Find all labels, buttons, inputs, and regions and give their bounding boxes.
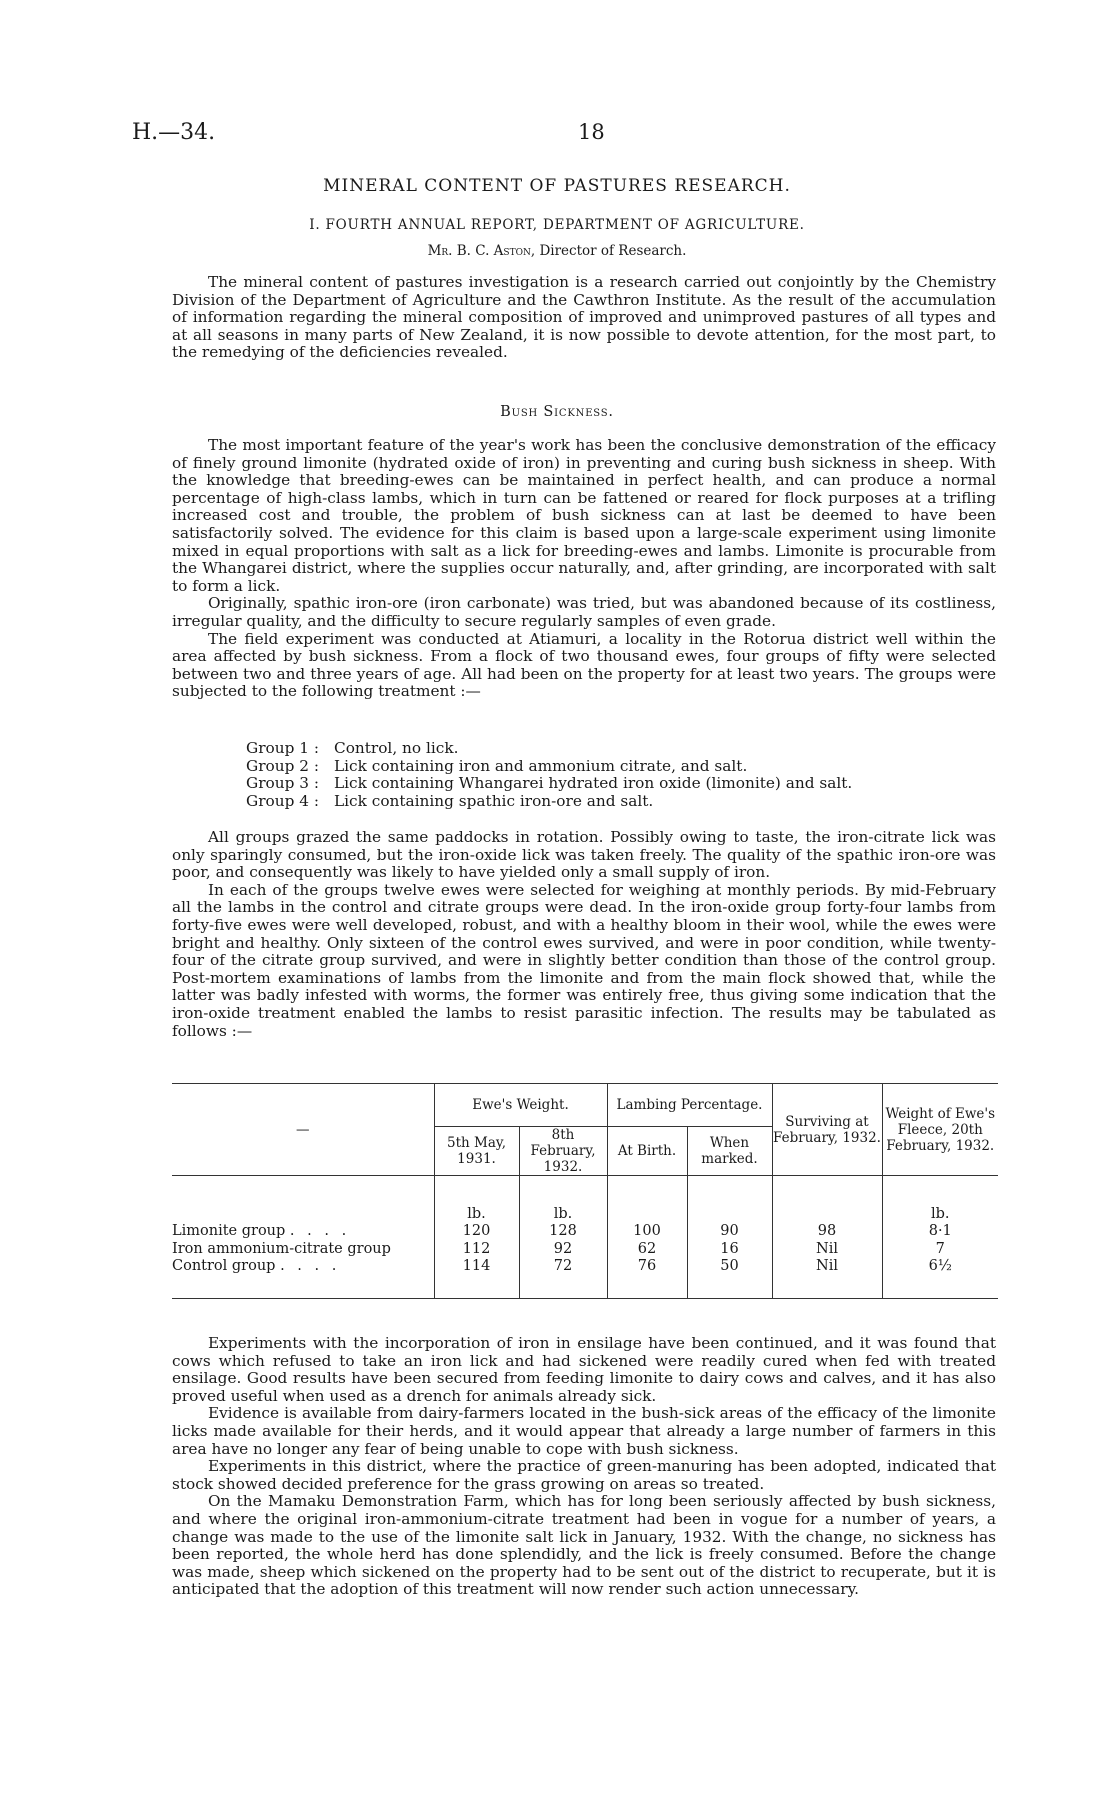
cell-marked: 16	[687, 1240, 772, 1258]
byline	[0, 243, 1114, 259]
cell-marked: 90	[687, 1222, 772, 1240]
stub-header: —	[172, 1084, 434, 1176]
table-header-row	[172, 1084, 998, 1127]
body-paragraph: The most important feature of the year's work has been the conclusive demonstration of the efficacy of finely ground limonite (hydrated oxide of iron) in preventing and curing bush sickness in sheep. With the knowledge that breeding-ewes can be maintained in perfect health, and can produce a normal percentage of high-class lambs, which in turn can be fattened or reared for flock purposes at a trifling increased cost and trouble, the problem of bush sickness can at last be deemed to have been satisfactorily solved. The evidence for this claim is based upon a large-scale experiment using limonite mixed in equal proportions with salt as a lick for breeding-ewes and lambs. Limonite is procurable from the Whangarei district, where the supplies occur naturally, and, after grinding, are incorporated with salt to form a lick.	[172, 436, 996, 595]
group-treatment: Control, no lick.	[334, 739, 459, 757]
body-block-a	[172, 437, 996, 701]
cell-may: 112	[434, 1240, 519, 1258]
intro-block	[172, 274, 996, 362]
cell-surviving: Nil	[772, 1240, 882, 1258]
cell-surviving: 98	[772, 1222, 882, 1240]
body-paragraph: Evidence is available from dairy-farmers located in the bush-sick areas of the efficacy of the limonite licks made available for their herds, and it would appear that already a large number of farmers in this area have no longer any fear of being unable to cope with bush sickness.	[172, 1404, 996, 1458]
cell-fleece: 8·1	[882, 1222, 998, 1240]
leader-dots: . . . .	[289, 1223, 351, 1239]
unit-label: lb.	[882, 1176, 998, 1223]
cell-feb: 128	[519, 1222, 607, 1240]
body-paragraph: Originally, spathic iron-ore (iron carbonate) was tried, but was abandoned because of its costliness, irregular quality, and the difficulty to secure regularly samples of even grade.	[172, 594, 996, 630]
group-label: Group 1 :	[246, 739, 319, 757]
list-item	[246, 758, 852, 776]
cell-birth: 76	[607, 1258, 687, 1299]
results-table	[172, 1083, 998, 1299]
table-row	[172, 1258, 998, 1299]
row-label: Control group . . . .	[172, 1258, 341, 1274]
group-treatment: Lick containing Whangarei hydrated iron oxide (limonite) and salt.	[334, 774, 853, 793]
col-header-birth: At Birth.	[607, 1127, 687, 1176]
report-subtitle: I. FOURTH ANNUAL REPORT, DEPARTMENT OF AGRICULTURE.	[309, 217, 805, 233]
leader-dots: . . . .	[280, 1258, 341, 1274]
cell-may: 120	[434, 1222, 519, 1240]
cell-may: 114	[434, 1258, 519, 1299]
col-header-feb: 8th February, 1932.	[519, 1127, 607, 1176]
cell-birth: 100	[607, 1222, 687, 1240]
col-header-ewes-weight: Ewe's Weight.	[434, 1084, 607, 1127]
list-item	[246, 793, 852, 811]
list-item	[246, 775, 852, 793]
group-treatment: Lick containing spathic iron-ore and salt.	[334, 791, 654, 810]
author-role: , Director of Research.	[530, 243, 687, 259]
document-reference: H.—34.	[132, 120, 216, 145]
cell-marked: 50	[687, 1258, 772, 1299]
body-paragraph: On the Mamaku Demonstration Farm, which has for long been seriously affected by bush sickness, and where the original iron-ammonium-citrate treatment had been in vogue for a number of years, a change was made to the use of the limonite salt lick in January, 1932. With the change, no sickness has been reported, the whole herd has done splendidly, and the lick is freely consumed. Before the change was made, sheep which sickened on the property had to be sent out of the district to recuperate, but it is anticipated that the adoption of this treatment will now render such action unnecessary.	[172, 1492, 996, 1599]
group-label: Group 3 :	[246, 774, 319, 793]
body-block-b	[172, 829, 996, 1040]
body-block-c	[172, 1335, 996, 1599]
col-header-surviving: Surviving at February, 1932.	[772, 1084, 882, 1176]
table-row	[172, 1222, 998, 1240]
body-paragraph: The field experiment was conducted at Atiamuri, a locality in the Rotorua district well within the area affected by bush sickness. From a flock of two thousand ewes, four groups of fifty were selected between two and three years of age. All had been on the property for at least two years. The groups were subjected to the following treatment :—	[172, 629, 996, 701]
cell-feb: 72	[519, 1258, 607, 1299]
units-row	[172, 1176, 998, 1223]
body-paragraph: Experiments in this district, where the practice of green-manuring has been adopted, indicated that stock showed decided preference for the grass growing on areas so treated.	[172, 1457, 996, 1493]
col-header-may: 5th May, 1931.	[434, 1127, 519, 1176]
cell-birth: 62	[607, 1240, 687, 1258]
unit-label: lb.	[519, 1176, 607, 1223]
treatment-groups-list	[246, 740, 852, 810]
cell-fleece: 7	[882, 1240, 998, 1258]
author-name: Mr. B. C. Aston	[427, 243, 531, 259]
body-paragraph: Experiments with the incorporation of iron in ensilage have been continued, and it was found that cows which refused to take an iron lick and had sickened were readily cured when fed with treated ensilage. Good results have been secured from feeding limonite to dairy cows and calves, and it has also proved useful when used as a drench for animals already sick.	[172, 1334, 996, 1405]
list-item	[246, 740, 852, 758]
section-heading: Bush Sickness.	[500, 404, 614, 420]
cell-surviving: Nil	[772, 1258, 882, 1299]
page-number: 18	[578, 120, 605, 144]
col-header-fleece: Weight of Ewe's Fleece, 20th February, 1932.	[882, 1084, 998, 1176]
col-header-marked: When marked.	[687, 1127, 772, 1176]
group-label: Group 2 :	[246, 756, 319, 775]
table-row	[172, 1240, 998, 1258]
row-label: Iron ammonium-citrate group	[172, 1241, 391, 1257]
group-treatment: Lick containing iron and ammonium citrate, and salt.	[334, 756, 748, 775]
body-paragraph: All groups grazed the same paddocks in rotation. Possibly owing to taste, the iron-citrate lick was only sparingly consumed, but the iron-oxide lick was taken freely. The quality of the spathic iron-ore was poor, and consequently was likely to have yielded only a small supply of iron.	[172, 828, 996, 882]
cell-feb: 92	[519, 1240, 607, 1258]
body-paragraph: In each of the groups twelve ewes were selected for weighing at monthly periods. By mid-February all the lambs in the control and citrate groups were dead. In the iron-oxide group forty-four lambs from forty-five ewes were well developed, robust, and with a healthy bloom in their wool, while the ewes were bright and healthy. Only sixteen of the control ewes survived, and were in poor condition, while twenty-four of the citrate group survived, and were in slightly better condition than those of the control group. Post-mortem examinations of lambs from the limonite and from the main flock showed that, while the latter was badly infested with worms, the former was entirely free, thus giving some indication that the iron-oxide treatment enabled the lambs to resist parasitic infection. The results may be tabulated as follows :—	[172, 880, 996, 1040]
col-header-lambing: Lambing Percentage.	[607, 1084, 772, 1127]
row-label: Limonite group . . . .	[172, 1223, 351, 1239]
page-title: MINERAL CONTENT OF PASTURES RESEARCH.	[323, 176, 791, 196]
cell-fleece: 6½	[882, 1258, 998, 1299]
group-label: Group 4 :	[246, 791, 319, 810]
unit-label: lb.	[434, 1176, 519, 1223]
intro-paragraph: The mineral content of pastures investigation is a research carried out conjointly by the Chemistry Division of the Department of Agriculture and the Cawthron Institute. As the result of the accumulation of information regarding the mineral composition of improved and unimproved pastures of all types and at all seasons in many parts of New Zealand, it is now possible to devote attention, for the most part, to the remedying of the deficiencies revealed.	[172, 273, 996, 362]
